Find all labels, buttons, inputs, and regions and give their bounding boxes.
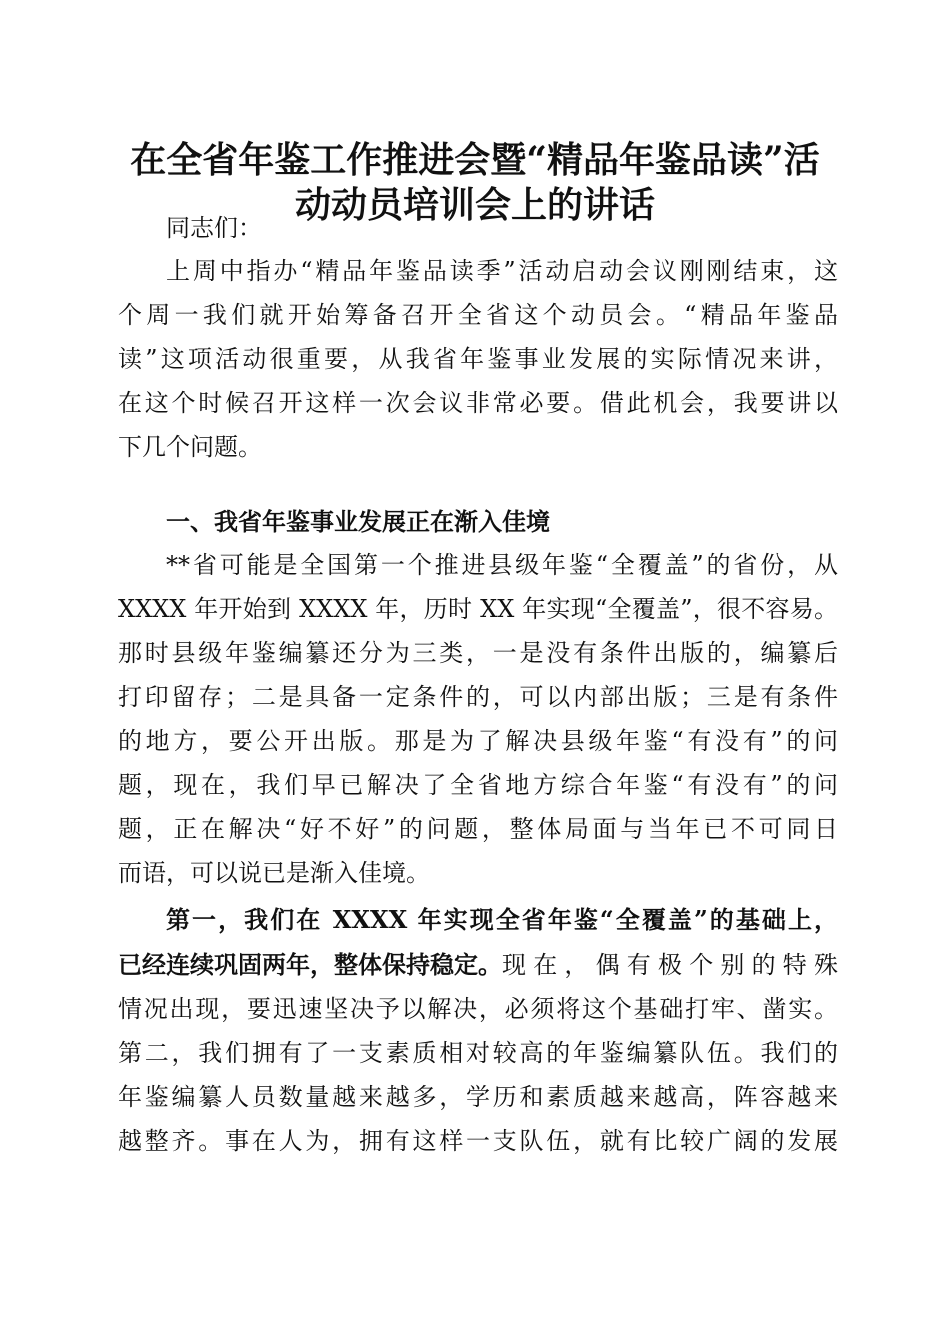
paragraph-3-bold-tail: 已经连续巩固两年，整体保持稳定。 (118, 950, 502, 979)
document-title-line-1: 在全省年鉴工作推进会暨“精品年鉴品读”活 (130, 139, 820, 181)
paragraph-3-line: 第二，我们拥有了一支素质相对较高的年鉴编纂队伍。我们的 (118, 1039, 838, 1067)
paragraph-2-line: **省可能是全国第一个推进县级年鉴“全覆盖”的省份，从 (166, 551, 838, 579)
section-heading-1: 一、我省年鉴事业发展正在渐入佳境 (166, 507, 550, 536)
paragraph-2-line: 题，正在解决“好不好”的问题，整体局面与当年已不可同日 (118, 815, 838, 843)
paragraph-2-line: 打印留存；二是具备一定条件的，可以内部出版；三是有条件 (118, 683, 838, 711)
paragraph-1-line: 下几个问题。 (118, 433, 262, 461)
paragraph-1-line: 在这个时候召开这样一次会议非常必要。借此机会，我要讲以 (118, 389, 838, 417)
paragraph-1-line: 读”这项活动很重要，从我省年鉴事业发展的实际情况来讲， (118, 345, 838, 373)
paragraph-3-mixed-line (118, 950, 838, 980)
paragraph-2-line: 那时县级年鉴编纂还分为三类，一是没有条件出版的，编纂后 (118, 639, 838, 667)
paragraph-1-line: 个周一我们就开始筹备召开全省这个动员会。“精品年鉴品 (118, 301, 838, 329)
paragraph-1-line: 上周中指办“精品年鉴品读季”活动启动会议刚刚结束，这 (166, 257, 838, 285)
salutation: 同志们： (166, 214, 262, 242)
paragraph-3-line: 情况出现，要迅速坚决予以解决，必须将这个基础打牢、凿实。 (118, 995, 838, 1023)
paragraph-2-line: 的地方，要公开出版。那是为了解决县级年鉴“有没有”的问 (118, 727, 838, 755)
paragraph-3-bold-line: 第一，我们在 XXXX 年实现全省年鉴“全覆盖”的基础上， (166, 905, 838, 934)
paragraph-2-line: XXXX 年开始到 XXXX 年，历时 XX 年实现“全覆盖”，很不容易。 (118, 595, 838, 623)
paragraph-3-line: 越整齐。事在人为，拥有这样一支队伍，就有比较广阔的发展 (118, 1127, 838, 1155)
paragraph-3-line: 年鉴编纂人员数量越来越多，学历和素质越来越高，阵容越来 (118, 1083, 838, 1111)
paragraph-3-rest-head: 现在，偶有极个别的特殊 (502, 951, 838, 979)
paragraph-2-line: 题，现在，我们早已解决了全省地方综合年鉴“有没有”的问 (118, 771, 838, 799)
document-title-line-2: 动动员培训会上的讲话 (294, 184, 655, 226)
paragraph-2-line: 而语，可以说已是渐入佳境。 (118, 859, 430, 887)
